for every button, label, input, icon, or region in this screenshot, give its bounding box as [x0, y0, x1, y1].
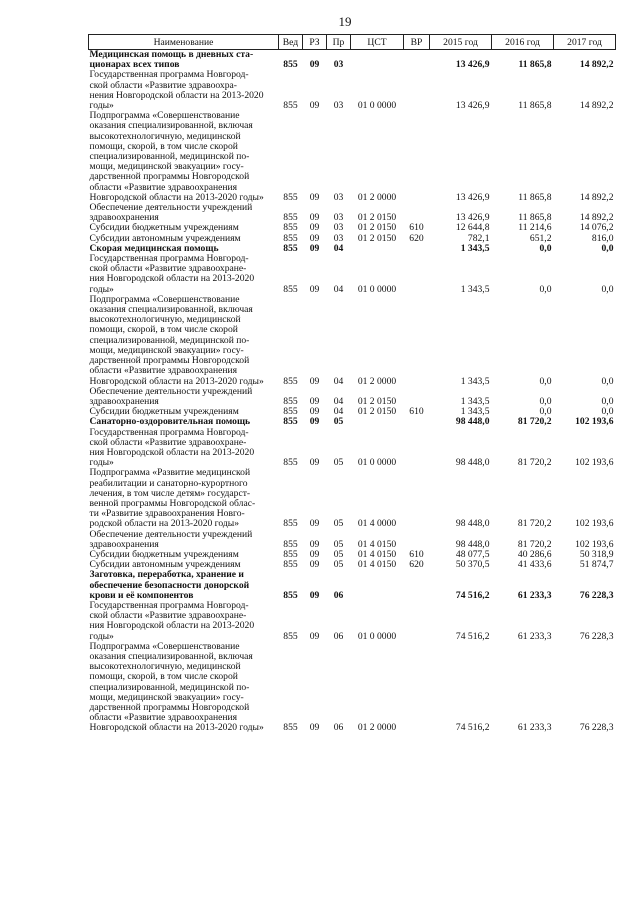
table-cell-vr: [404, 530, 430, 550]
table-cell-vr: [404, 468, 430, 529]
table-cell-rz: 09: [309, 416, 320, 428]
table-cell-rz: 09: [309, 538, 320, 550]
table-row: [89, 428, 616, 469]
table-cell-2017: 0,0: [601, 375, 614, 387]
table-cell-ved: 855: [283, 559, 298, 571]
table-cell-pr: 06: [333, 630, 344, 642]
table-cell-2015: 48 077,5: [455, 548, 490, 560]
table-cell-vr: 620: [409, 559, 424, 571]
table-cell-cst: 01 0 0000: [357, 630, 397, 642]
table-cell-2015: 13 426,9: [455, 100, 490, 112]
header-vr: ВР: [404, 35, 430, 50]
table-cell-pr: 05: [333, 457, 344, 469]
table-cell-rz: 09: [309, 589, 320, 601]
table-cell-vr: [404, 570, 430, 601]
table-cell-pr: 04: [333, 283, 344, 295]
table-row: [89, 642, 616, 734]
table-cell-cst: 01 4 0000: [357, 518, 397, 530]
table-cell-name: Государственная программа Новгород- ской области «Развитие здравоохране- ния Новгородской области на 2013-2020 годы»: [89, 599, 255, 642]
table-cell-2015: 74 516,2: [455, 722, 490, 734]
table-cell-pr: 06: [333, 589, 344, 601]
table-cell-2016: 61 233,3: [517, 630, 552, 642]
header-name: Наименование: [89, 35, 279, 50]
table-row: [89, 50, 616, 71]
table-cell-pr: 05: [333, 559, 344, 571]
table-cell-2015: 1 343,5: [460, 375, 490, 387]
table-cell-ved: 855: [283, 100, 298, 112]
table-cell-cst: 01 2 0150: [357, 222, 397, 234]
table-cell-2015: 98 448,0: [455, 518, 490, 530]
table-cell-2017: 14 076,2: [579, 222, 614, 234]
table-row: [89, 203, 616, 223]
table-cell-cst: 01 4 0150: [357, 538, 397, 550]
table-cell-rz: 09: [309, 283, 320, 295]
table-cell-name: Подпрограмма «Совершенствование оказания специализированной, включая высокотехнологичную, медицинской помощи, скорой, в том числе скорой специализированной, медицинской по- мощи, медицинской эвакуации» госу- дарственной программы Новгородской области «Развитие здравоохранения Новгородской области на 2013-2020 годы»: [89, 640, 264, 734]
table-body: [89, 50, 616, 734]
table-cell-cst: [351, 570, 404, 601]
table-cell-vr: [404, 417, 430, 427]
table-cell-2016: 11 214,6: [518, 222, 552, 234]
table-cell-rz: 09: [309, 406, 320, 418]
table-cell-rz: 09: [309, 212, 320, 224]
header-ved: Вед: [279, 35, 303, 50]
table-cell-2017: 102 193,6: [575, 518, 614, 530]
table-cell-name: Субсидии автономным учреждениям: [89, 559, 241, 571]
table-cell-2017: 50 318,9: [579, 548, 614, 560]
table-cell-rz: 09: [309, 375, 320, 387]
table-cell-name: Субсидии автономным учреждениям: [89, 232, 241, 244]
table-row: [89, 417, 616, 427]
table-cell-vr: [404, 254, 430, 295]
table-cell-2015: 1 343,5: [460, 406, 490, 418]
table-cell-name: Заготовка, переработка, хранение и обеспечение безопасности донорской крови и её компонентов: [89, 569, 250, 601]
table-cell-cst: 01 2 0150: [357, 232, 397, 244]
table-cell-2015: 13 426,9: [455, 212, 490, 224]
table-cell-2015: 98 448,0: [455, 416, 490, 428]
table-cell-ved: 855: [283, 406, 298, 418]
table-cell-ved: 855: [283, 283, 298, 295]
table-cell-vr: [404, 70, 430, 111]
table-cell-2016: 81 720,2: [517, 538, 552, 550]
table-cell-vr: 610: [409, 548, 424, 560]
table-cell-2017: 0,0: [601, 283, 614, 295]
table-cell-pr: 05: [333, 538, 344, 550]
table-cell-vr: [404, 428, 430, 469]
table-row: [89, 295, 616, 387]
header-2017: 2017 год: [554, 35, 616, 50]
table-row: [89, 111, 616, 203]
table-cell-ved: 855: [283, 375, 298, 387]
table-cell-pr: 05: [333, 416, 344, 428]
table-cell-cst: 01 4 0150: [357, 559, 397, 571]
table-cell-pr: 04: [333, 242, 344, 254]
table-cell-vr: 610: [409, 222, 424, 234]
table-cell-2015: 74 516,2: [455, 589, 490, 601]
table-cell-cst: 01 0 0000: [357, 283, 397, 295]
table-cell-2016: 61 233,3: [517, 589, 552, 601]
table-cell-pr: 03: [333, 222, 344, 234]
table-cell-pr: 05: [333, 518, 344, 530]
table-cell-2016: 41 433,6: [517, 559, 552, 571]
table-cell-cst: 01 4 0150: [357, 548, 397, 560]
table-header: [89, 35, 616, 50]
table-cell-2017: 102 193,6: [575, 538, 614, 550]
table-cell-rz: 09: [309, 222, 320, 234]
table-cell-ved: 855: [283, 59, 298, 71]
table-cell-name: Скорая медицинская помощь: [89, 242, 219, 254]
table-cell-2015: 13 426,9: [455, 191, 490, 203]
table-cell-ved: 855: [283, 630, 298, 642]
table-cell-2017: 102 193,6: [575, 457, 614, 469]
table-cell-cst: [351, 244, 404, 254]
table-cell-pr: 03: [333, 232, 344, 244]
table-cell-pr: 04: [333, 395, 344, 407]
table-cell-rz: 09: [309, 722, 320, 734]
table-cell-ved: 855: [283, 518, 298, 530]
table-cell-2015: 13 426,9: [455, 59, 490, 71]
table-cell-rz: 09: [309, 457, 320, 469]
table-cell-rz: 09: [309, 548, 320, 560]
table-cell-name: Подпрограмма «Развитие медицинской реабилитации и санаторно-курортного лечения, в том числе детям» государст- венной программы Новгородской облас- ти «Развитие здравоохранения Новго- родской области на 2013-2020 годы»: [89, 467, 256, 530]
table-cell-2016: 61 233,3: [517, 722, 552, 734]
table-cell-2015: 1 343,5: [460, 283, 490, 295]
table-cell-ved: 855: [283, 222, 298, 234]
table-cell-2015: 98 448,0: [455, 457, 490, 469]
page-number: 19: [338, 14, 352, 29]
table-cell-vr: [404, 295, 430, 387]
table-cell-rz: 09: [309, 191, 320, 203]
table-cell-2015: 782,1: [467, 232, 490, 244]
header-cst: ЦСТ: [351, 35, 404, 50]
table-cell-name: Государственная программа Новгород- ской области «Развитие здравоохране- ния Новгородской области на 2013-2020 годы»: [89, 426, 255, 469]
table-cell-cst: [351, 417, 404, 427]
table-cell-vr: [404, 642, 430, 734]
table-cell-rz: 09: [309, 242, 320, 254]
table-cell-2017: 14 892,2: [579, 191, 614, 203]
table-row: [89, 601, 616, 642]
table-cell-vr: [404, 244, 430, 254]
table-cell-cst: 01 2 0000: [357, 191, 397, 203]
table-cell-cst: 01 2 0000: [357, 375, 397, 387]
table-cell-ved: 855: [283, 722, 298, 734]
table-cell-2016: 11 865,8: [518, 212, 552, 224]
table-cell-2016: 0,0: [539, 395, 552, 407]
table-cell-rz: 09: [309, 100, 320, 112]
table-cell-vr: 610: [409, 406, 424, 418]
table-cell-2016: 81 720,2: [517, 457, 552, 469]
table-cell-vr: [404, 203, 430, 223]
table-cell-2016: 0,0: [539, 375, 552, 387]
table-cell-rz: 09: [309, 518, 320, 530]
table-cell-rz: 09: [309, 395, 320, 407]
table-cell-2017: 76 228,3: [579, 630, 614, 642]
table-cell-2016: 11 865,8: [518, 191, 552, 203]
table-cell-vr: [404, 111, 430, 203]
table-cell-name: Государственная программа Новгород- ской области «Развитие здравоохра- нения Новгородской области на 2013-2020 годы»: [89, 69, 264, 112]
table-cell-ved: 855: [283, 395, 298, 407]
table-cell-pr: 04: [333, 406, 344, 418]
table-cell-2015: 98 448,0: [455, 538, 490, 550]
budget-table: [88, 34, 616, 734]
table-cell-cst: 01 2 0150: [357, 406, 397, 418]
table-cell-2017: 0,0: [601, 242, 614, 254]
table-cell-ved: 855: [283, 242, 298, 254]
table-cell-ved: 855: [283, 191, 298, 203]
table-row: [89, 70, 616, 111]
table-cell-2016: 0,0: [539, 406, 552, 418]
table-cell-pr: 03: [333, 59, 344, 71]
table-row: [89, 468, 616, 529]
table-row: [89, 530, 616, 550]
table-cell-name: Обеспечение деятельности учреждений здравоохранения: [89, 202, 253, 224]
table-cell-2015: 12 644,8: [455, 222, 490, 234]
table-cell-2017: 76 228,3: [579, 589, 614, 601]
table-cell-ved: 855: [283, 548, 298, 560]
table-cell-name: Подпрограмма «Совершенствование оказания специализированной, включая высокотехнологичную, медицинской помощи, скорой, в том числе скорой специализированной, медицинской по- мощи, медицинской эвакуации» госу- дарственной программы Новгородской области «Развитие здравоохранения Новгородской области на 2013-2020 годы»: [89, 293, 264, 387]
table-cell-rz: 09: [309, 232, 320, 244]
table-cell-2017: 14 892,2: [579, 212, 614, 224]
table-cell-rz: 09: [309, 559, 320, 571]
table-cell-name: Субсидии бюджетным учреждениям: [89, 406, 239, 418]
table-cell-name: Медицинская помощь в дневных ста- ционарах всех типов: [89, 49, 254, 71]
table-cell-2015: 50 370,5: [455, 559, 490, 571]
table-cell-rz: 09: [309, 630, 320, 642]
table-cell-pr: 04: [333, 375, 344, 387]
table-cell-2016: 11 865,8: [518, 59, 552, 71]
table-cell-2016: 40 286,6: [517, 548, 552, 560]
table-cell-cst: 01 2 0000: [357, 722, 397, 734]
header-2015: 2015 год: [430, 35, 492, 50]
table-cell-vr: 620: [409, 232, 424, 244]
table-cell-pr: 06: [333, 722, 344, 734]
table-cell-ved: 855: [283, 232, 298, 244]
table-cell-name: Обеспечение деятельности учреждений здравоохранения: [89, 385, 253, 407]
table-cell-cst: 01 2 0150: [357, 212, 397, 224]
table-cell-name: Субсидии бюджетным учреждениям: [89, 222, 239, 234]
table-cell-vr: [404, 50, 430, 71]
table-cell-name: Подпрограмма «Совершенствование оказания специализированной, включая высокотехнологичную, медицинской помощи, скорой, в том числе скорой специализированной, медицинской по- мощи, медицинской эвакуации» госу- дарственной программы Новгородской области «Развитие здравоохранения Новгородской области на 2013-2020 годы»: [89, 110, 264, 203]
table-cell-2017: 76 228,3: [579, 722, 614, 734]
table-cell-ved: 855: [283, 538, 298, 550]
table-cell-2017: 51 874,7: [579, 559, 614, 571]
table-cell-2015: 1 343,5: [460, 242, 490, 254]
table-cell-ved: 855: [283, 416, 298, 428]
table-row: [89, 387, 616, 407]
table-cell-2017: 0,0: [601, 406, 614, 418]
table-cell-vr: [404, 601, 430, 642]
table-cell-ved: 855: [283, 457, 298, 469]
header-pr: Пр: [327, 35, 351, 50]
table-cell-name: Государственная программа Новгород- ской области «Развитие здравоохране- ния Новгородской области на 2013-2020 годы»: [89, 253, 255, 295]
table-cell-name: Обеспечение деятельности учреждений здравоохранения: [89, 528, 253, 550]
table-cell-pr: 03: [333, 212, 344, 224]
table-cell-2017: 816,0: [591, 232, 614, 244]
table-cell-pr: 05: [333, 548, 344, 560]
header-rz: РЗ: [303, 35, 327, 50]
table-cell-2015: 1 343,5: [460, 395, 490, 407]
table-cell-2017: 14 892,2: [579, 59, 614, 71]
table-cell-ved: 855: [283, 589, 298, 601]
table-cell-2017: 0,0: [601, 395, 614, 407]
table-cell-2016: 651,2: [529, 232, 552, 244]
table-row: [89, 570, 616, 601]
table-cell-name: Субсидии бюджетным учреждениям: [89, 548, 239, 560]
table-cell-2016: 11 865,8: [518, 100, 552, 112]
table-cell-cst: 01 2 0150: [357, 395, 397, 407]
table-row: [89, 254, 616, 295]
table-cell-2017: 102 193,6: [575, 416, 614, 428]
header-2016: 2016 год: [492, 35, 554, 50]
table-cell-2016: 0,0: [539, 242, 552, 254]
table-cell-vr: [404, 387, 430, 407]
table-cell-cst: 01 0 0000: [357, 100, 397, 112]
table-cell-2016: 81 720,2: [517, 518, 552, 530]
table-cell-pr: 03: [333, 191, 344, 203]
table-cell-2015: 74 516,2: [455, 630, 490, 642]
table-cell-name: Санаторно-оздоровительная помощь: [89, 416, 251, 428]
table-cell-pr: 03: [333, 100, 344, 112]
table-cell-2016: 0,0: [539, 283, 552, 295]
table-cell-cst: 01 0 0000: [357, 457, 397, 469]
table-cell-2016: 81 720,2: [517, 416, 552, 428]
table-cell-2017: 14 892,2: [579, 100, 614, 112]
table-cell-ved: 855: [283, 212, 298, 224]
table-cell-rz: 09: [309, 59, 320, 71]
table-cell-cst: [351, 50, 404, 71]
